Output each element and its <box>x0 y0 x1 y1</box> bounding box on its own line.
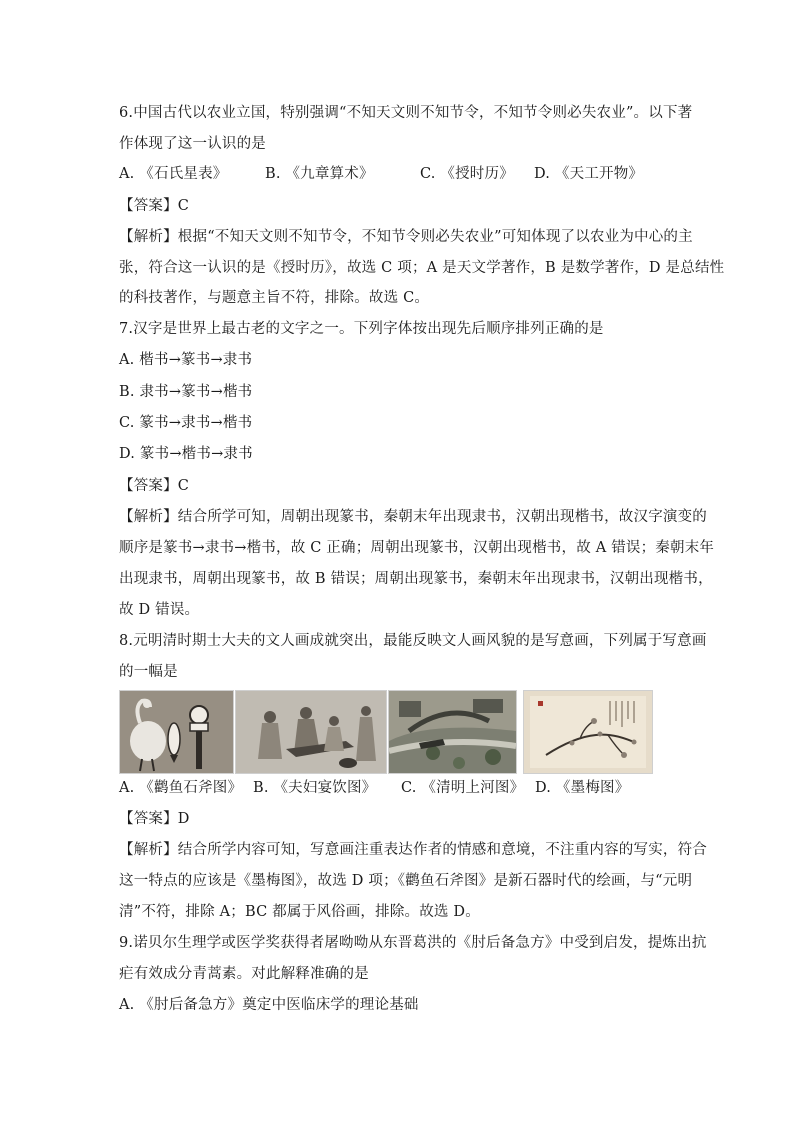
q7-analysis-line2: 顺序是篆书→隶书→楷书，故 C 正确；周朝出现篆书，汉朝出现楷书，故 A 错误；秦朝末年 <box>119 540 715 556</box>
q8-option-c: C. 《清明上河图》 <box>401 780 525 796</box>
q7-analysis-line4: 故 D 错误。 <box>119 602 200 618</box>
q8-stem-line2: 的一幅是 <box>119 664 178 680</box>
q8-option-b: B. 《夫妇宴饮图》 <box>253 780 377 796</box>
q7-option-d: D. 篆书→楷书→隶书 <box>119 446 253 462</box>
q6-analysis-line3: 的科技著作，与题意主旨不符，排除。故选 C。 <box>119 290 430 306</box>
q8-stem-line1: 8.元明清时期士大夫的文人画成就突出，最能反映文人画风貌的是写意画，下列属于写意画 <box>119 633 707 649</box>
q8-option-a: A. 《鹳鱼石斧图》 <box>119 780 243 796</box>
q6-option-a: A. 《石氏星表》 <box>119 166 228 182</box>
q8-answer: 【答案】D <box>119 811 190 827</box>
q8-analysis-line2: 这一特点的应该是《墨梅图》，故选 D 项；《鹳鱼石斧图》是新石器时代的绘画，与“元明 <box>119 873 693 889</box>
q8-option-d: D. 《墨梅图》 <box>535 780 630 796</box>
q9-stem-line1: 9.诺贝尔生理学或医学奖获得者屠呦呦从东晋葛洪的《肘后备急方》中受到启发，提炼出抗 <box>119 935 707 951</box>
q6-option-b: B. 《九章算术》 <box>265 166 374 182</box>
q6-analysis-line1: 【解析】根据“不知天文则不知节令，不知节令则必失农业”可知体现了以农业为中心的主 <box>119 229 693 245</box>
q7-analysis-line1: 【解析】结合所学可知，周朝出现篆书，秦朝末年出现隶书，汉朝出现楷书，故汉字演变的 <box>119 509 707 525</box>
q8-analysis-line1: 【解析】结合所学内容可知，写意画注重表达作者的情感和意境，不注重内容的写实，符合 <box>119 842 707 858</box>
painting-stork-fish-axe-image <box>119 690 234 774</box>
q8-options <box>119 778 679 798</box>
q6-analysis-line2: 张，符合这一认识的是《授时历》，故选 C 项；A 是天文学著作，B 是数学著作，D 是总结性 <box>119 260 725 276</box>
painting-couple-banquet-image <box>235 690 387 774</box>
q6-stem-line2: 作体现了这一认识的是 <box>119 136 266 152</box>
q8-analysis-line3: 清”不符，排除 A；BC 都属于风俗画，排除。故选 D。 <box>119 904 480 920</box>
q9-stem-line2: 疟有效成分青蒿素。对此解释准确的是 <box>119 966 369 982</box>
q7-analysis-line3: 出现隶书，周朝出现篆书，故 B 错误；周朝出现篆书，秦朝末年出现隶书，汉朝出现楷书， <box>119 571 713 587</box>
q7-stem: 7.汉字是世界上最古老的文字之一。下列字体按出现先后顺序排列正确的是 <box>119 321 604 337</box>
q6-answer: 【答案】C <box>119 198 190 214</box>
q7-option-c: C. 篆书→隶书→楷书 <box>119 415 253 431</box>
q6-option-d: D. 《天工开物》 <box>534 166 644 182</box>
q6-stem-line1: 6.中国古代以农业立国，特别强调“不知天文则不知节令，不知节令则必失农业”。以下著 <box>119 105 693 121</box>
q7-option-b: B. 隶书→篆书→楷书 <box>119 384 253 400</box>
painting-qingming-river-image <box>388 690 517 774</box>
painting-ink-plum-image <box>523 690 653 774</box>
q6-options <box>119 164 679 184</box>
q7-option-a: A. 楷书→篆书→隶书 <box>119 352 253 368</box>
q7-answer: 【答案】C <box>119 478 190 494</box>
q9-option-a: A. 《肘后备急方》奠定中医临床学的理论基础 <box>119 997 419 1013</box>
q6-option-c: C. 《授时历》 <box>420 166 514 182</box>
